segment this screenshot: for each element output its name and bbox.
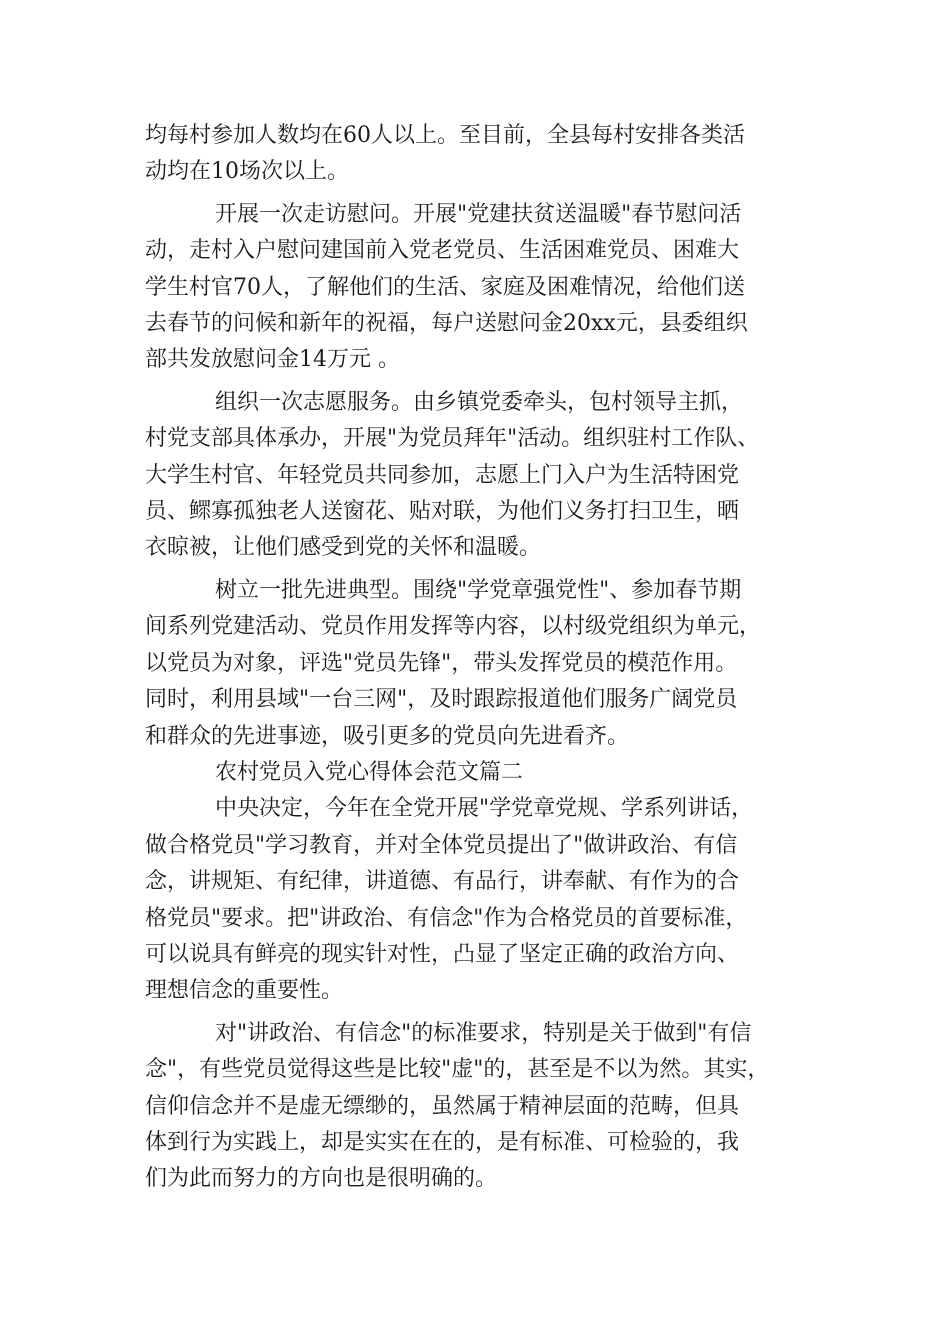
document-page <box>145 118 825 1198</box>
text-line: 去春节的问候和新年的祝福，每户送慰问金20xx元，县委组织 <box>145 311 748 337</box>
paragraph-advanced-models <box>145 573 825 755</box>
text-line: 中央决定，今年在全党开展"学党章党规、学系列讲话， <box>215 796 754 822</box>
paragraph-volunteer-service <box>145 385 825 567</box>
paragraph-continuation <box>145 118 825 191</box>
text-line: 对"讲政治、有信念"的标准要求，特别是关于做到"有信 <box>215 1020 752 1046</box>
text-line: 同时，利用县域"一台三网"，及时跟踪报道他们服务广阔党员 <box>145 687 738 713</box>
text-line: 动均在10场次以上。 <box>145 159 349 185</box>
text-line: 可以说具有鲜亮的现实针对性，凸显了坚定正确的政治方向、 <box>145 941 740 967</box>
text-line: 格党员"要求。把"讲政治、有信念"作为合格党员的首要标准， <box>145 905 748 931</box>
text-line: 以党员为对象，评选"党员先锋"，带头发挥党员的模范作用。 <box>145 650 738 676</box>
text-line: 念"，有些党员觉得这些是比较"虚"的，甚至是不以为然。其实， <box>145 1057 770 1083</box>
text-line: 组织一次志愿服务。由乡镇党委牵头，包村领导主抓， <box>215 389 744 415</box>
text-line: 衣晾被，让他们感受到党的关怀和温暖。 <box>145 535 542 561</box>
text-line: 念，讲规矩、有纪律，讲道德、有品行，讲奉献、有作为的合 <box>145 869 740 895</box>
text-line: 间系列党建活动、党员作用发挥等内容，以村级党组织为单元， <box>145 614 762 640</box>
text-line: 理想信念的重要性。 <box>145 978 344 1004</box>
paragraph-central-decision <box>145 791 825 1009</box>
section-heading <box>145 755 825 791</box>
text-line: 学生村官70人，了解他们的生活、家庭及困难情况，给他们送 <box>145 274 745 300</box>
paragraph-belief-standard <box>145 1016 825 1198</box>
text-line: 村党支部具体承办，开展"为党员拜年"活动。组织驻村工作队、 <box>145 426 760 452</box>
text-line: 做合格党员"学习教育，并对全体党员提出了"做讲政治、有信 <box>145 832 738 858</box>
text-line: 均每村参加人数均在60人以上。至目前，全县每村安排各类活 <box>145 123 745 148</box>
text-line: 员、鳏寡孤独老人送窗花、贴对联，为他们义务打扫卫生，晒 <box>145 499 740 525</box>
text-line: 信仰信念并不是虚无缥缈的，虽然属于精神层面的范畴，但具 <box>145 1093 740 1119</box>
paragraph-visit-condolence <box>145 197 825 379</box>
text-line: 大学生村官、年轻党员共同参加，志愿上门入户为生活特困党 <box>145 462 740 488</box>
text-line: 动，走村入户慰问建国前入党老党员、生活困难党员、困难大 <box>145 238 740 264</box>
text-line: 体到行为实践上，却是实实在在的，是有标准、可检验的，我 <box>145 1129 740 1155</box>
text-line: 们为此而努力的方向也是很明确的。 <box>145 1166 498 1192</box>
text-line: 农村党员入党心得体会范文篇二 <box>215 759 524 785</box>
text-line: 树立一批先进典型。围绕"学党章强党性"、参加春节期 <box>215 577 742 603</box>
text-line: 部共发放慰问金14万元 。 <box>145 347 400 373</box>
text-line: 和群众的先进事迹，吸引更多的党员向先进看齐。 <box>145 723 630 749</box>
text-line: 开展一次走访慰问。开展"党建扶贫送温暖"春节慰问活 <box>215 201 742 227</box>
